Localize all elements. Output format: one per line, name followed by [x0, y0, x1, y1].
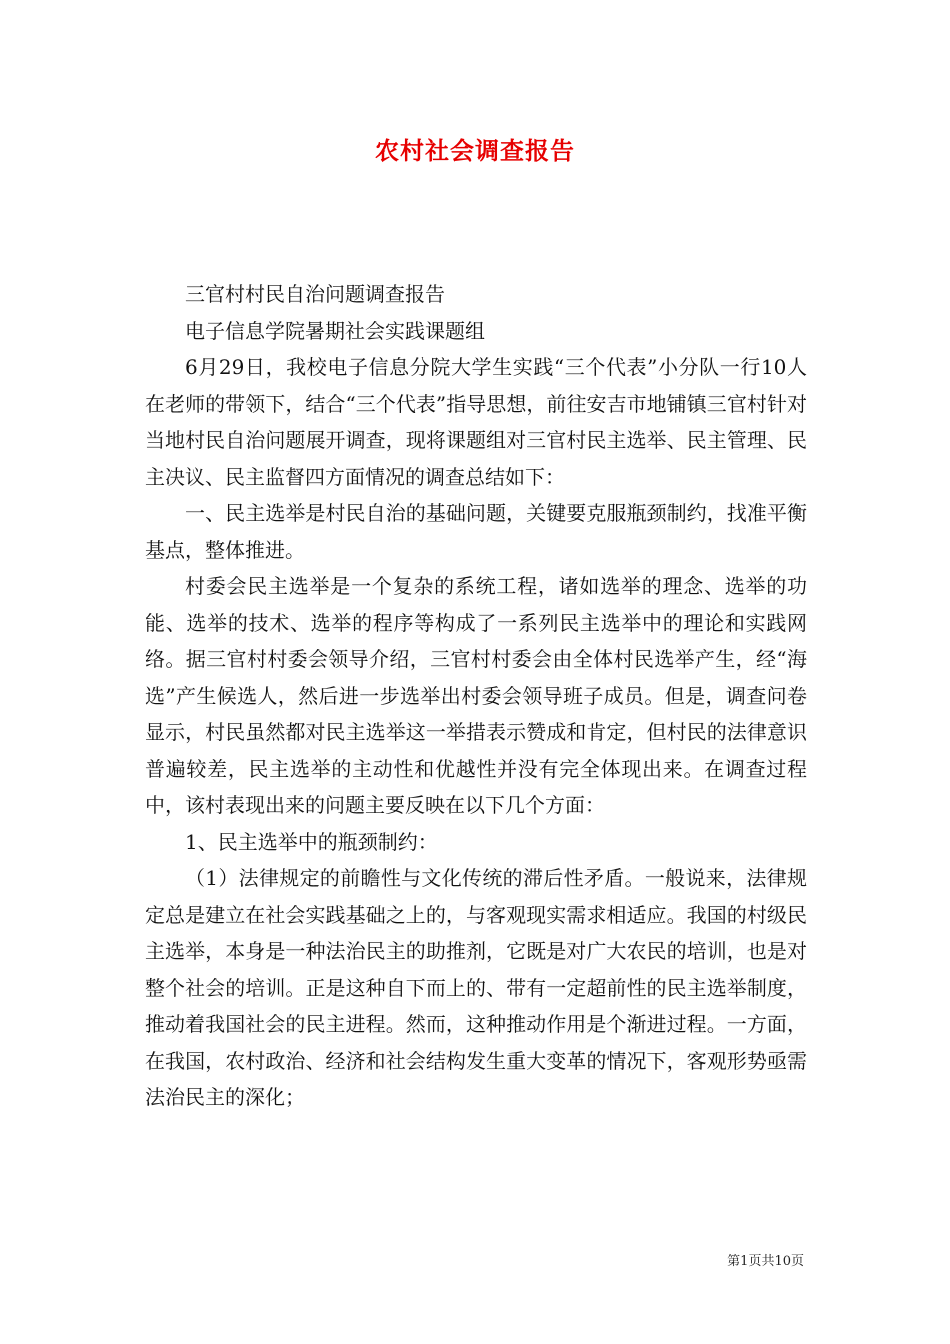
- paragraph-section-1-heading: 一、民主选举是村民自治的基础问题，关键要克服瓶颈制约，找准平衡基点，整体推进。: [145, 501, 807, 562]
- document-body: [145, 276, 807, 1116]
- paragraph-intro: 6月29日，我校电子信息分院大学生实践“三个代表”小分队一行10人在老师的带领下，结合“三个代表”指导思想，前往安吉市地铺镇三官村针对当地村民自治问题展开调查，现将课题组对三官村民主选举、民主管理、民主决议、民主监督四方面情况的调查总结如下：: [145, 355, 807, 489]
- paragraph-item-1: （1）法律规定的前瞻性与文化传统的滞后性矛盾。一般说来，法律规定总是建立在社会实践基础之上的，与客观现实需求相适应。我国的村级民主选举，本身是一种法治民主的助推剂，它既是对广大农民的培训，也是对整个社会的培训。正是这种自下而上的、带有一定超前性的民主选举制度，推动着我国社会的民主进程。然而，这种推动作用是个渐进过程。一方面，在我国，农村政治、经济和社会结构发生重大变革的情况下，客观形势亟需法治民主的深化；: [145, 866, 807, 1109]
- page-number: 第1页共10页: [727, 1254, 804, 1269]
- paragraph-report-title: 三官村村民自治问题调查报告: [185, 282, 445, 306]
- paragraph-author-group: 电子信息学院暑期社会实践课题组: [185, 318, 485, 343]
- paragraph-election-overview: 村委会民主选举是一个复杂的系统工程，诸如选举的理念、选举的功能、选举的技术、选举的程序等构成了一系列民主选举中的理论和实践网络。据三官村村委会领导介绍，三官村村委会由全体村民选举产生，经“海选”产生候选人，然后进一步选举出村委会领导班子成员。但是，调查问卷显示，村民虽然都对民主选举这一举措表示赞成和肯定，但村民的法律意识普遍较差，民主选举的主动性和优越性并没有完全体现出来。在调查过程中，该村表现出来的问题主要反映在以下几个方面：: [145, 574, 807, 817]
- document-title: 农村社会调查报告: [375, 136, 575, 165]
- paragraph-subsection-1: 1、民主选举中的瓶颈制约：: [185, 829, 438, 854]
